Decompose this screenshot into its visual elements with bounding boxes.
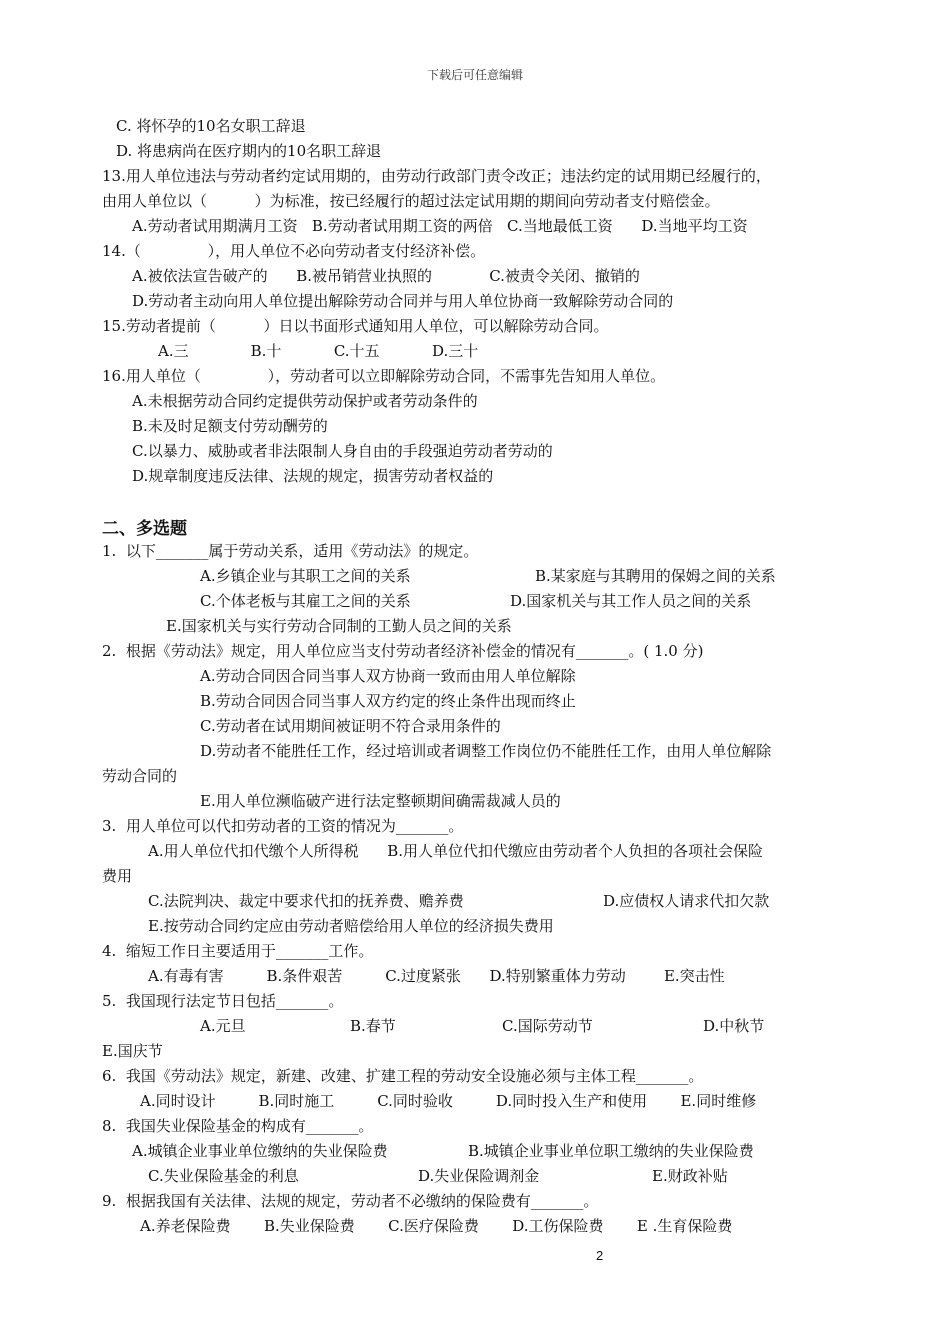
option-line: C.个体老板与其雇工之间的关系: [200, 592, 411, 610]
page-header: 下载后可任意编辑: [426, 68, 523, 82]
option-line: 费用: [102, 867, 133, 885]
option-line: A.三 B.十 C.十五 D.三十: [158, 342, 479, 360]
question-line: 15.劳动者提前（ ）日以书面形式通知用人单位，可以解除劳动合同。: [102, 317, 609, 335]
option-line: C.失业保险基金的利息: [148, 1167, 299, 1185]
option-line: D.中秋节: [703, 1017, 765, 1035]
option-line: A.乡镇企业与其职工之间的关系: [200, 567, 411, 585]
option-line: B.城镇企业事业单位职工缴纳的失业保险费: [468, 1142, 754, 1160]
page-number: 2: [596, 1248, 604, 1263]
option-line: D.应债权人请求代扣欠款: [603, 892, 770, 910]
option-line: C.法院判决、裁定中要求代扣的抚养费、赡养费: [148, 892, 464, 910]
option-line: B.春节: [350, 1017, 396, 1035]
option-line: E.财政补贴: [652, 1167, 728, 1185]
question-line: 由用人单位以（ ）为标准，按已经履行的超过法定试用期的期间向劳动者支付赔偿金。: [102, 192, 720, 210]
section-title: 二、多选题: [102, 519, 187, 539]
option-line: B.未及时足额支付劳动酬劳的: [132, 417, 328, 435]
option-line: D.劳动者不能胜任工作，经过培训或者调整工作岗位仍不能胜任工作，由用人单位解除: [200, 742, 772, 760]
question-line: 5. 我国现行法定节日包括_______。: [102, 992, 344, 1010]
option-line: C. 将怀孕的10名女职工辞退: [116, 117, 306, 135]
option-line: E.国家机关与实行劳动合同制的工勤人员之间的关系: [166, 617, 512, 635]
option-line: A.用人单位代扣代缴个人所得税 B.用人单位代扣代缴应由劳动者个人负担的各项社会保险: [148, 842, 764, 860]
question-line: 9. 根据我国有关法律、法规的规定，劳动者不必缴纳的保险费有_______。: [102, 1192, 599, 1210]
option-line: D. 将患病尚在医疗期内的10名职工辞退: [116, 142, 382, 160]
option-line: C.以暴力、威胁或者非法限制人身自由的手段强迫劳动者劳动的: [132, 442, 553, 460]
option-line: C.国际劳动节: [502, 1017, 593, 1035]
option-line: A.劳动合同因合同当事人双方协商一致而由用人单位解除: [200, 667, 576, 685]
option-line: A.同时设计 B.同时施工 C.同时验收 D.同时投入生产和使用 E.同时维修: [140, 1092, 757, 1110]
option-line: A.元旦: [200, 1017, 246, 1035]
option-line: D.劳动者主动向用人单位提出解除劳动合同并与用人单位协商一致解除劳动合同的: [132, 292, 674, 310]
question-line: 6. 我国《劳动法》规定，新建、改建、扩建工程的劳动安全设施必须与主体工程_______。: [102, 1067, 704, 1085]
question-line: 2. 根据《劳动法》规定，用人单位应当支付劳动者经济补偿金的情况有_______。( 1.0 分): [102, 642, 704, 660]
question-line: 8. 我国失业保险基金的构成有_______。: [102, 1117, 374, 1135]
option-line: D.失业保险调剂金: [418, 1167, 540, 1185]
option-line: A.养老保险费 B.失业保险费 C.医疗保险费 D.工伤保险费 E .生育保险费: [140, 1217, 733, 1235]
option-line: C.劳动者在试用期间被证明不符合录用条件的: [200, 717, 501, 735]
question-line: 4. 缩短工作日主要适用于_______工作。: [102, 942, 374, 960]
option-line: B.劳动合同因合同当事人双方约定的终止条件出现而终止: [200, 692, 576, 710]
question-line: 16.用人单位（ ），劳动者可以立即解除劳动合同，不需事先告知用人单位。: [102, 367, 666, 385]
option-line: E.国庆节: [102, 1042, 163, 1060]
option-line: A.被依法宣告破产的 B.被吊销营业执照的 C.被责令关闭、撤销的: [132, 267, 640, 285]
question-line: 1. 以下_______属于劳动关系，适用《劳动法》的规定。: [102, 542, 479, 560]
option-line: A.劳动者试用期满月工资 B.劳动者试用期工资的两倍 C.当地最低工资 D.当地平均工资: [132, 217, 748, 235]
option-line: E.按劳动合同约定应由劳动者赔偿给用人单位的经济损失费用: [148, 917, 554, 935]
option-line: E.用人单位濒临破产进行法定整顿期间确需裁减人员的: [200, 792, 561, 810]
option-line: D.国家机关与其工作人员之间的关系: [510, 592, 752, 610]
question-line: 3. 用人单位可以代扣劳动者的工资的情况为_______。: [102, 817, 464, 835]
option-line: A.有毒有害 B.条件艰苦 C.过度紧张 D.特别繁重体力劳动 E.突击性: [148, 967, 725, 985]
option-line: A.未根据劳动合同约定提供劳动保护或者劳动条件的: [132, 392, 478, 410]
option-line: A.城镇企业事业单位缴纳的失业保险费: [132, 1142, 388, 1160]
question-line: 14.（ ），用人单位不必向劳动者支付经济补偿。: [102, 242, 486, 260]
question-line: 13.用人单位违法与劳动者约定试用期的，由劳动行政部门责令改正；违法约定的试用期已经履行的，: [102, 167, 771, 185]
option-line: D.规章制度违反法律、法规的规定，损害劳动者权益的: [132, 467, 494, 485]
option-line: B.某家庭与其聘用的保姆之间的关系: [535, 567, 776, 585]
option-line: 劳动合同的: [102, 767, 178, 785]
